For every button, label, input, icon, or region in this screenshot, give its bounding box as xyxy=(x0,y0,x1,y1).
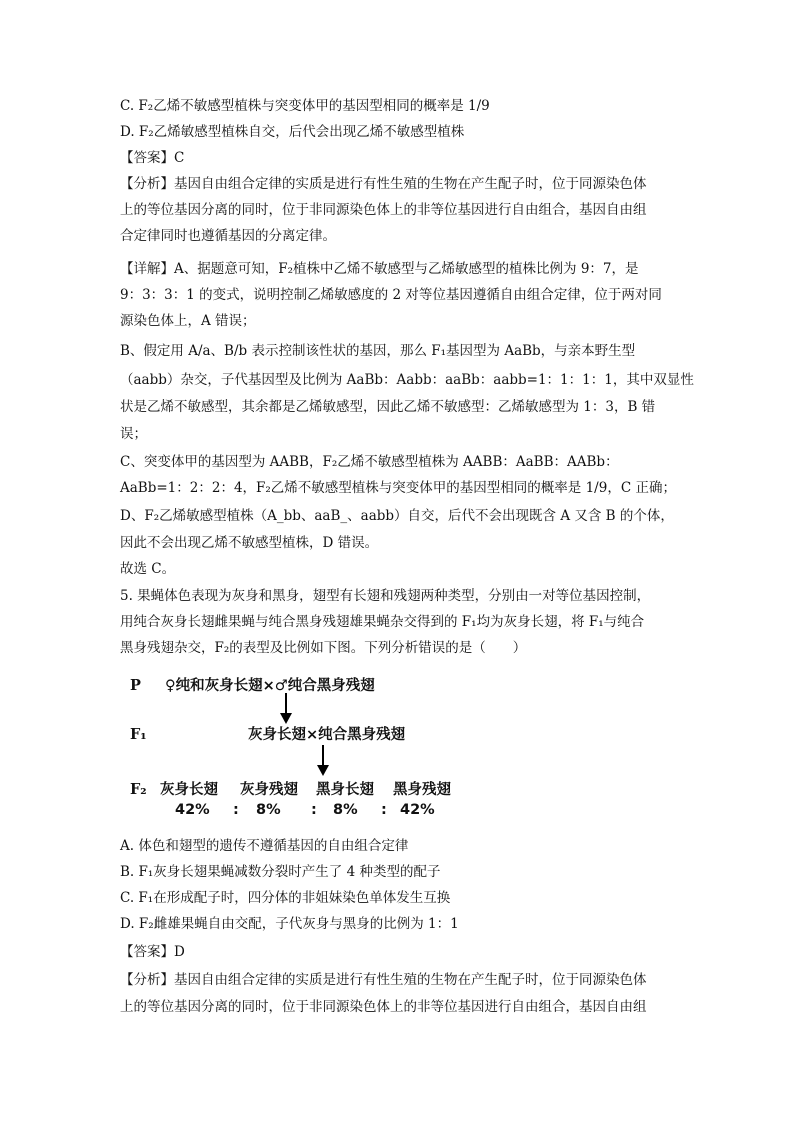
q5-option-a: A. 体色和翅型的遗传不遵循基因的自由组合定律 xyxy=(120,838,409,854)
q4-detail-line-7: 误； xyxy=(120,426,147,442)
q4-detail-line-6: 状是乙烯不敏感型，其余都是乙烯敏感型，因此乙烯不敏感型：乙烯敏感型为 1：3，B 错 xyxy=(120,399,656,415)
q4-detail-line-1: 【详解】A、据题意可知，F₂植株中乙烯不敏感型与乙烯敏感型的植株比例为 9：7，是 xyxy=(120,261,639,277)
q4-detail-line-4: B、假定用 A/a、B/b 表示控制该性状的基因，那么 F₁基因型为 AaBb，与亲本野生型 xyxy=(120,343,636,359)
q5-stem-line-1: 5. 果蝇体色表现为灰身和黑身，翅型有长翅和残翅两种类型，分别由一对等位基因控制， xyxy=(120,588,651,604)
q5-option-c: C. F₁在形成配子时，四分体的非姐妹染色单体发生互换 xyxy=(120,890,451,906)
q5-analysis-line-2: 上的等位基因分离的同时，位于非同源染色体上的非等位基因进行自由组合，基因自由组 xyxy=(120,999,647,1015)
diagram-p-cross: ♀纯和灰身长翅×♂纯合黑身残翅 xyxy=(165,678,375,694)
q4-detail-line-8: C、突变体甲的基因型为 AABB，F₂乙烯不敏感型植株为 AABB：AaBB：AABb： xyxy=(120,454,619,470)
q4-detail-line-9: AaBb=1：2：2：4，F₂乙烯不敏感型植株与突变体甲的基因型相同的概率是 1/9，C 正确； xyxy=(120,480,676,496)
q5-option-d: D. F₂雌雄果蝇自由交配，子代灰身与黑身的比例为 1：1 xyxy=(120,916,459,932)
arrow-down-icon xyxy=(315,745,331,777)
q4-conclusion: 故选 C。 xyxy=(120,561,176,577)
q5-option-b: B. F₁灰身长翅果蝇减数分裂时产生了 4 种类型的配子 xyxy=(120,864,441,880)
diagram-f2-label: F₂ xyxy=(130,781,147,798)
diagram-p-label: P xyxy=(130,677,141,694)
f2-separator-2: : xyxy=(311,802,317,818)
f2-ratio-3: 8% xyxy=(333,802,358,818)
f2-separator-3: : xyxy=(381,802,387,818)
f2-phenotype-3: 黑身长翅 xyxy=(316,782,374,798)
q4-detail-line-11: 因此不会出现乙烯不敏感型植株，D 错误。 xyxy=(120,535,379,551)
f2-ratio-2: 8% xyxy=(256,802,281,818)
f2-phenotype-4: 黑身残翅 xyxy=(393,782,451,798)
q4-detail-line-10: D、F₂乙烯敏感型植株（A_bb、aaB_、aabb）自交，后代不会出现既含 A 又含 B 的个体， xyxy=(120,508,674,524)
f2-ratio-4: 42% xyxy=(400,802,435,818)
q4-detail-line-5: （aabb）杂交，子代基因型及比例为 AaBb：Aabb：aaBb：aabb=1：1：1：1，其中双显性 xyxy=(120,372,694,388)
f2-phenotype-2: 灰身残翅 xyxy=(240,782,298,798)
diagram-f1-cross: 灰身长翅×纯合黑身残翅 xyxy=(248,727,406,743)
diagram-f1-label: F₁ xyxy=(130,726,147,743)
q5-stem-line-3: 黑身残翅杂交，F₂的表型及比例如下图。下列分析错误的是（ ） xyxy=(120,640,527,656)
q4-analysis-line-3: 合定律同时也遵循基因的分离定律。 xyxy=(120,228,336,244)
f2-phenotype-1: 灰身长翅 xyxy=(160,782,218,798)
q4-option-c: C. F₂乙烯不敏感型植株与突变体甲的基因型相同的概率是 1/9 xyxy=(120,98,490,114)
q4-analysis-line-2: 上的等位基因分离的同时，位于非同源染色体上的非等位基因进行自由组合，基因自由组 xyxy=(120,202,647,218)
f2-separator-1: : xyxy=(233,802,239,818)
q4-detail-line-3: 源染色体上，A 错误； xyxy=(120,313,256,329)
arrow-down-icon xyxy=(278,693,294,725)
q4-detail-line-2: 9：3：3：1 的变式，说明控制乙烯敏感度的 2 对等位基因遵循自由组合定律，位于两对同 xyxy=(120,287,662,303)
q5-stem-line-2: 用纯合灰身长翅雌果蝇与纯合黑身残翅雄果蝇杂交得到的 F₁均为灰身长翅，将 F₁与纯合 xyxy=(120,614,645,630)
q4-answer: 【答案】C xyxy=(120,150,185,166)
q5-answer: 【答案】D xyxy=(120,944,185,960)
q4-option-d: D. F₂乙烯敏感型植株自交，后代会出现乙烯不敏感型植株 xyxy=(120,124,465,140)
f2-ratio-1: 42% xyxy=(175,802,210,818)
q4-analysis-line-1: 【分析】基因自由组合定律的实质是进行有性生殖的生物在产生配子时，位于同源染色体 xyxy=(120,176,647,192)
q5-analysis-line-1: 【分析】基因自由组合定律的实质是进行有性生殖的生物在产生配子时，位于同源染色体 xyxy=(120,972,647,988)
